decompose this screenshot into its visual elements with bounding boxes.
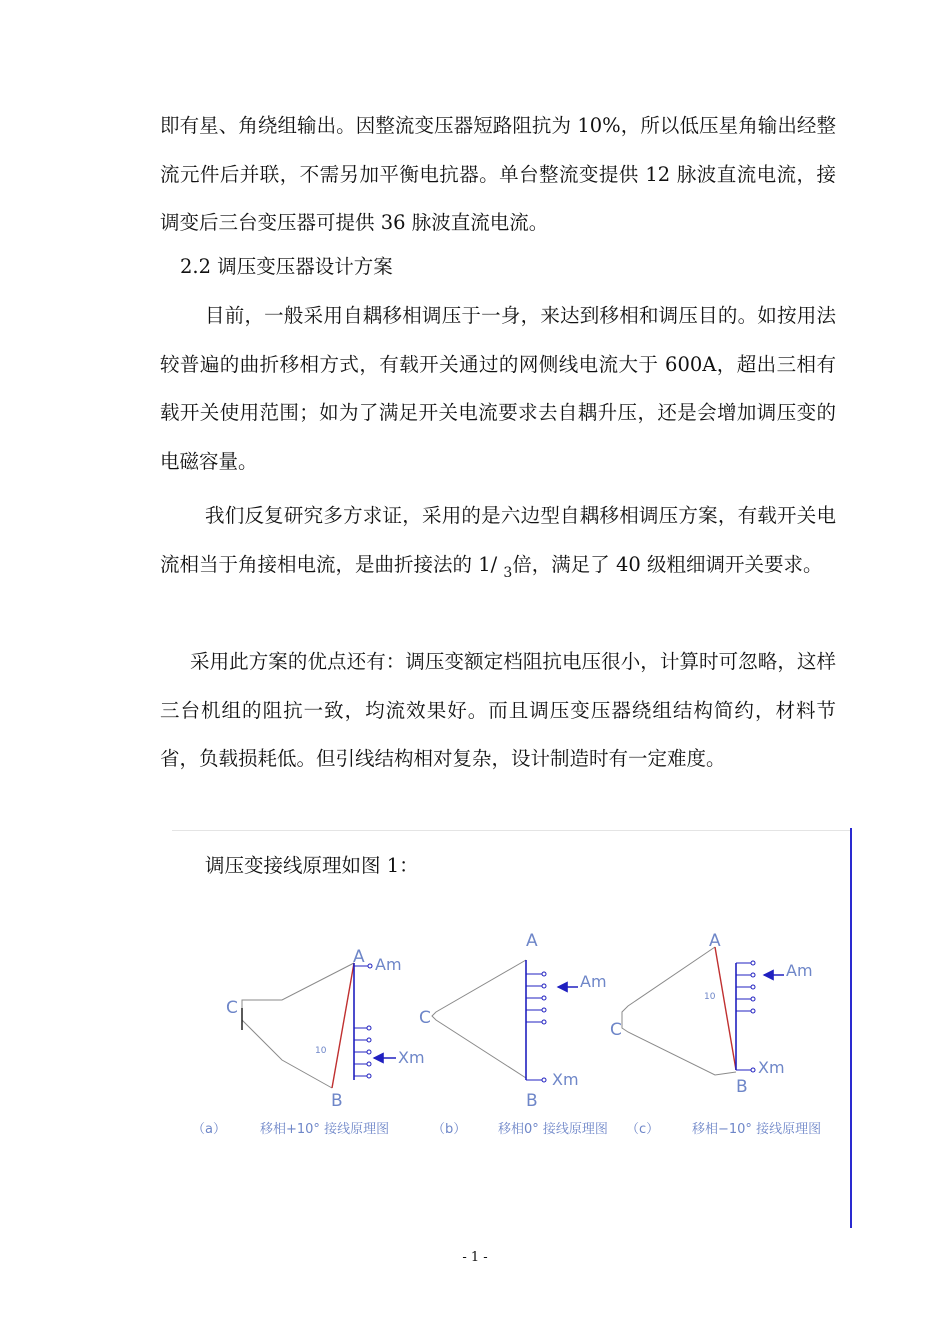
paragraph-2: [160, 492, 836, 591]
diagram-b-label-a: A: [526, 931, 538, 951]
figure-frame-top-line: [172, 830, 852, 831]
diagram-b-triangle: [432, 960, 526, 1078]
diagram-a-label-xm: Xm: [398, 1048, 425, 1067]
paragraph-3: 采用此方案的优点还有：调压变额定档阻抗电压很小，计算时可忽略，这样三台机组的阻抗一致，均流效果好。而且调压变压器绕组结构简约，材料节省，负载损耗低。但引线结构相对复杂，设计制造时有一定难度。: [160, 650, 836, 770]
diagram-c-red-line: [715, 947, 736, 1070]
diagram-c-label-a: A: [709, 931, 721, 951]
wiring-figure: [170, 920, 840, 1150]
diagram-c-label-10: 10: [704, 992, 716, 1002]
diagram-b-label-c: C: [419, 1008, 431, 1028]
diagram-c-label-am: Am: [786, 961, 813, 980]
diagram-a-label-a: A: [353, 947, 365, 967]
paragraph-2-text-b: 倍，满足了 40 级粗细调开关要求。: [512, 552, 823, 576]
diagram-b-label-am: Am: [580, 972, 607, 991]
diagram-b: [419, 931, 607, 1111]
caption-c-tag: （c）: [626, 1122, 660, 1137]
section-heading: 2.2 调压变压器设计方案: [180, 255, 393, 278]
page-number: - 1 -: [462, 1250, 488, 1265]
caption-b-text: 移相0° 接线原理图: [498, 1122, 608, 1137]
wiring-diagram: [170, 920, 840, 1150]
figure-intro: 调压变接线原理如图 1：: [205, 854, 419, 877]
diagram-a-hexagon: [242, 963, 354, 1088]
diagram-b-label-xm: Xm: [552, 1070, 579, 1089]
diagram-a-red-line: [332, 963, 354, 1088]
caption-b-tag: （b）: [432, 1122, 467, 1137]
diagram-b-label-b: B: [526, 1091, 538, 1111]
caption-a-text: 移相+10° 接线原理图: [260, 1122, 390, 1137]
caption-c-text: 移相−10° 接线原理图: [692, 1122, 822, 1137]
figure-frame-right-line: [850, 828, 852, 1228]
diagram-c: [610, 931, 813, 1097]
paragraph-continuation: 即有星、角绕组输出。因整流变压器短路阻抗为 10%，所以低压星角输出经整流元件后并联，不需另加平衡电抗器。单台整流变提供 12 脉波直流电流，接调变后三台变压器可提供 36 脉波直流电流。: [160, 114, 836, 234]
paragraph-1: 目前，一般采用自耦移相调压于一身，来达到移相和调压目的。如按用法较普遍的曲折移相方式，有载开关通过的网侧线电流大于 600A，超出三相有载开关使用范围；如为了满足开关电流要求去自耦升压，还是会增加调压变的电磁容量。: [160, 304, 836, 473]
diagram-c-label-b: B: [736, 1077, 748, 1097]
diagram-a-label-am: Am: [375, 955, 402, 974]
diagram-c-label-xm: Xm: [758, 1058, 785, 1077]
diagram-c-label-c: C: [610, 1020, 622, 1040]
paragraph-2-text-a: 我们反复研究多方求证，采用的是六边型自耦移相调压方案，有载开关电流相当于角接相电流，是曲折接法的 1/: [160, 504, 836, 576]
diagram-a-label-10: 10: [315, 1046, 327, 1056]
diagram-a-label-b: B: [331, 1091, 343, 1111]
caption-a-tag: （a）: [192, 1122, 226, 1137]
diagram-a-label-c: C: [226, 998, 238, 1018]
sqrt-subscript: 3: [503, 564, 513, 581]
diagram-a: [226, 947, 425, 1111]
